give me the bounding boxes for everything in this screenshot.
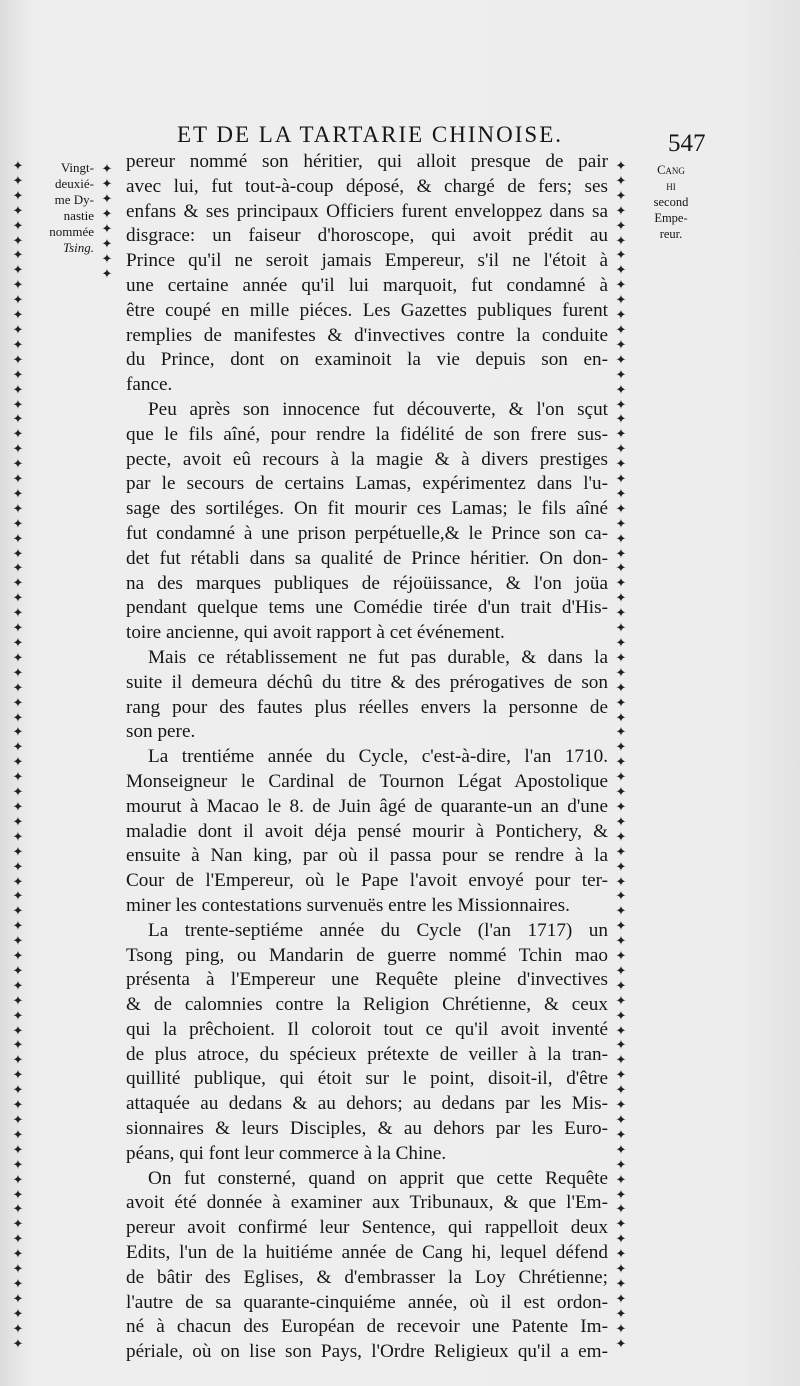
text-line: ensuite à Nan king, par où il passa pour se rendre à la — [126, 845, 608, 867]
text-line: quillité publique, qui étoit sur le point, disoit-il, d'être — [126, 1068, 608, 1090]
text-line: de plus atroce, du spécieux prétexte de veiller à la tran- — [126, 1043, 608, 1065]
text-line: être coupé en mille piéces. Les Gazettes publiques furent — [126, 299, 608, 321]
text-line: enfans & ses principaux Officiers furent enveloppez dans sa — [126, 200, 608, 222]
text-line: Prince qu'il ne seroit jamais Empereur, s'il ne l'étoit à — [126, 250, 608, 272]
text-line: remplies de manifestes & d'invectives contre la conduite — [126, 324, 608, 346]
text-line: sage des sortiléges. On fit mourir ces Lamas; le fils aîné — [126, 498, 608, 520]
text-line: péans, qui font leur commerce à la Chine. — [126, 1142, 447, 1164]
text-line: suite il demeura déchû du titre & des prérogatives de son — [126, 671, 608, 693]
text-line: l'autre de sa quarante-cinquiéme année, où il est ordon- — [126, 1291, 608, 1313]
left-note-line: Tsing. — [63, 240, 94, 255]
text-line: par le secours de certains Lamas, expérimentez dans l'u- — [126, 473, 608, 495]
text-line: na des marques publiques de réjoüissance, & l'on joüa — [126, 572, 608, 594]
text-line: de bâtir des Eglises, & d'embrasser la Loy Chrétienne; — [126, 1266, 608, 1288]
text-line: périale, où on lise son Pays, l'Ordre Religieux qu'il a em- — [126, 1341, 608, 1363]
left-note-line: nastie — [63, 208, 94, 223]
text-line: maladie dont il avoit déja pensé mourir à Pontichery, & — [126, 820, 608, 842]
text-line: Cour de l'Empereur, où le Pape l'avoit envoyé pour ter- — [126, 870, 608, 892]
text-line: La trente-septiéme année du Cycle (l'an 1717) un — [148, 919, 608, 941]
left-note-line: deuxié- — [55, 176, 94, 191]
right-note-line: hi — [666, 179, 676, 193]
text-line: pecte, avoit eû recours à la magie & à divers prestiges — [126, 448, 608, 470]
text-line: Tsong ping, ou Mandarin de guerre nommé Tchin mao — [126, 944, 608, 966]
text-line: une certaine année qu'il lui marquoit, fut condamné à — [126, 274, 608, 296]
text-line: miner les contestations survenuës entre les Missionnaires. — [126, 894, 570, 916]
body-text — [126, 150, 608, 1365]
text-line: né à chacun des Européan de recevoir une Patente Im- — [126, 1316, 608, 1338]
text-line: On fut consterné, quand on apprit que cette Requête — [148, 1167, 608, 1189]
text-line: disgrace: un faiseur d'horoscope, qui avoit prédit au — [126, 225, 608, 247]
text-line: avoit été donnée à examiner aux Tribunaux, & que l'Em- — [126, 1192, 608, 1214]
text-line: fance. — [126, 374, 173, 396]
text-line: son pere. — [126, 721, 196, 743]
text-line: présenta à l'Empereur une Requête pleine d'invectives — [126, 969, 608, 991]
marginal-ornament-strip: ✦ ✦ ✦ ✦ ✦ ✦ ✦ ✦ — [101, 162, 113, 282]
text-line: Mais ce rétablissement ne fut pas durable, & dans la — [148, 646, 608, 668]
page-number: 547 — [668, 130, 706, 157]
text-line: & de calomnies contre la Religion Chrétienne, & ceux — [126, 994, 608, 1016]
text-line: Edits, l'un de la huitiéme année de Cang hi, lequel défend — [126, 1242, 608, 1264]
left-note-line: me Dy- — [54, 192, 94, 207]
text-line: La trentiéme année du Cycle, c'est-à-dire, l'an 1710. — [148, 746, 608, 768]
left-ornament-border: ✦ ✦ ✦ ✦ ✦ ✦ ✦ ✦ ✦ ✦ ✦ ✦ ✦ ✦ ✦ ✦ ✦ ✦ ✦ ✦ ✦ ✦ ✦ ✦ ✦ ✦ ✦ ✦ ✦ ✦ ✦ ✦ ✦ ✦ ✦ ✦ ✦ ✦ ✦ ✦ ✦ ✦ ✦ ✦ ✦ ✦ ✦ ✦ ✦ ✦ ✦ ✦ ✦ ✦ ✦ ✦ ✦ ✦ ✦ ✦ ✦ ✦ ✦ ✦ ✦ ✦ ✦ ✦ ✦ ✦ ✦ ✦ ✦ ✦ ✦ ✦ ✦ ✦ ✦ ✦ — [12, 160, 24, 1352]
text-line: fut condamné à une prison perpétuelle,& le Prince son ca- — [126, 522, 608, 544]
left-note-line: nommée — [49, 224, 94, 239]
text-line: mourut à Macao le 8. de Juin âgé de quarante-un an d'une — [126, 795, 608, 817]
text-line: du Prince, dont on examinoit la vie depuis son en- — [126, 349, 608, 371]
text-line: pereur avoit confirmé leur Sentence, qui rappelloit deux — [126, 1217, 608, 1239]
right-note-line: Cang — [657, 163, 685, 177]
text-line: qui la prêchoient. Il coloroit tout ce qu'il avoit inventé — [126, 1018, 608, 1040]
right-note-line: reur. — [659, 227, 683, 241]
text-line: Monseigneur le Cardinal de Tournon Légat Apostolique — [126, 770, 608, 792]
right-note-line: second — [653, 195, 689, 209]
text-line: Peu après son innocence fut découverte, & l'on sçut — [148, 398, 608, 420]
text-line: rang pour des fautes plus réelles envers la personne de — [126, 696, 608, 718]
running-title: ET DE LA TARTARIE CHINOISE. — [176, 122, 564, 147]
text-line: pendant quelque tems une Comédie tirée d'un trait d'His- — [126, 597, 608, 619]
right-marginal-note — [640, 162, 702, 242]
text-line: attaquée au dedans & au dehors; au dedans par les Mis- — [126, 1093, 608, 1115]
text-line: avec lui, fut tout-à-coup déposé, & chargé de fers; ses — [126, 175, 608, 197]
right-note-line: Empe- — [654, 211, 688, 225]
right-ornament-border: ✦ ✦ ✦ ✦ ✦ ✦ ✦ ✦ ✦ ✦ ✦ ✦ ✦ ✦ ✦ ✦ ✦ ✦ ✦ ✦ ✦ ✦ ✦ ✦ ✦ ✦ ✦ ✦ ✦ ✦ ✦ ✦ ✦ ✦ ✦ ✦ ✦ ✦ ✦ ✦ ✦ ✦ ✦ ✦ ✦ ✦ ✦ ✦ ✦ ✦ ✦ ✦ ✦ ✦ ✦ ✦ ✦ ✦ ✦ ✦ ✦ ✦ ✦ ✦ ✦ ✦ ✦ ✦ ✦ ✦ ✦ ✦ ✦ ✦ ✦ ✦ ✦ ✦ ✦ ✦ — [615, 160, 627, 1352]
text-line: det fut rétabli dans sa qualité de Prince héritier. On don- — [126, 547, 608, 569]
text-line: sionnaires & leurs Disciples, & au dehors par les Euro- — [126, 1118, 608, 1140]
left-note-line: Vingt- — [60, 160, 94, 175]
text-line: pereur nommé son héritier, qui alloit presque de pair — [126, 151, 608, 172]
left-marginal-note — [30, 160, 94, 256]
text-line: toire ancienne, qui avoit rapport à cet événement. — [126, 622, 505, 644]
text-line: que le fils aîné, pour rendre la fidélité de son frere sus- — [126, 423, 608, 445]
